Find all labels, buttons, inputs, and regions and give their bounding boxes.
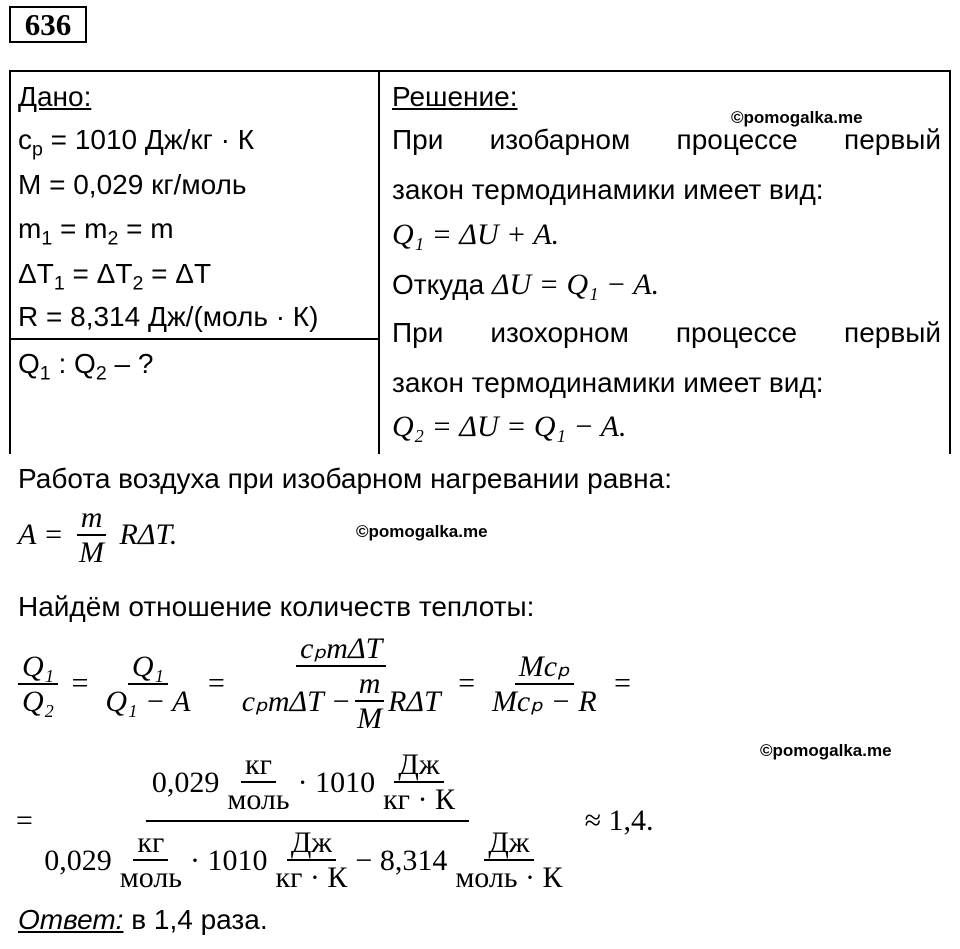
table-middle-divider <box>378 70 380 454</box>
given-line-delta-t: $\Delta T_1 = \Delta T_2 = \Delta T$ <box>18 258 212 295</box>
isochoric-text-line1: При изохорном процессе первый <box>392 317 941 348</box>
given-line-cp: $c_p = 1010$ Дж/кг · К <box>18 124 255 161</box>
numeric-equation: = 0,029 $\frac{кг}{\text{моль}}$ · 1010 $\frac{Дж}{кг \cdot К}$ 0,029 $\frac{кг}{\text{моль}}$ · 1010 $\frac{Дж}{кг \cdot К}$ − 8,314 $\frac{Дж}{\text{моль · К}}$ ≈ 1,4. <box>14 748 654 894</box>
isobaric-text-line1: При изобарном процессе первый <box>392 124 941 155</box>
table-top-border <box>9 70 951 72</box>
watermark-bottom: ©pomogalka.me <box>760 741 892 760</box>
solution-title: Решение: <box>392 81 518 112</box>
fraction-q1-q2: $\frac{\text{Q₁}}{\text{Q₂}}$ <box>18 650 58 718</box>
numeric-big-fraction: 0,029 $\frac{кг}{\text{моль}}$ · 1010 $\frac{Дж}{кг \cdot К}$ 0,029 $\frac{кг}{\text{моль}}$ · 1010 $\frac{Дж}{кг \cdot К}$ − 8,314 $\frac{Дж}{\text{моль · К}}$ <box>44 748 563 894</box>
ratio-equation: $\frac{\text{Q₁}}{\text{Q₂}}$ = $\frac{\text{Q₁}}{\text{Q₁ − A}}$ = cₚmΔT cₚmΔT − $\frac{m}{M}$ RΔT = $\frac{\text{Mcₚ}}{\text{Mcₚ − R}}$ = <box>14 632 632 735</box>
watermark-middle: ©pomogalka.me <box>356 522 488 541</box>
fraction-cp-expression: cₚmΔT cₚmΔT − $\frac{m}{M}$ RΔT <box>241 632 441 735</box>
fraction-q1-over-q1-minus-a: $\frac{\text{Q₁}}{\text{Q₁ − A}}$ <box>105 649 191 718</box>
table-left-border <box>9 70 11 454</box>
given-line-molar-mass: M = 0,029 кг/моль <box>18 169 247 200</box>
find-line: $Q_1$ : $Q_2$ – ? <box>18 348 154 385</box>
equation-first-law-isobaric: Q₁ = ΔU + A. <box>392 218 560 251</box>
from-line: Откуда ΔU = Q₁ − A. <box>392 268 660 301</box>
answer-line: Ответ: в 1,4 раза. <box>18 904 268 935</box>
work-text: Работа воздуха при изобарном нагревании равна: <box>18 463 672 494</box>
fraction-mcp: $\frac{\text{Mcₚ}}{\text{Mcₚ − R}}$ <box>491 649 597 718</box>
isochoric-text-line2: закон термодинамики имеет вид: <box>392 367 824 398</box>
given-title: Дано: <box>18 81 92 112</box>
given-line-gas-constant: R = 8,314 Дж/(моль · К) <box>18 301 319 332</box>
work-equation: A = $\frac{m}{M}$ RΔT. <box>18 501 178 569</box>
problem-number: 636 <box>9 6 87 43</box>
given-line-mass: $m_1 = m_2 = m$ <box>18 213 174 250</box>
watermark-top: ©pomogalka.me <box>731 108 863 127</box>
ratio-text: Найдём отношение количеств теплоты: <box>18 591 535 622</box>
isobaric-text-line2: закон термодинамики имеет вид: <box>392 174 824 205</box>
table-right-border <box>949 70 951 454</box>
equation-first-law-isochoric: Q₂ = ΔU = Q₁ − A. <box>392 410 627 443</box>
given-find-divider <box>9 338 379 340</box>
